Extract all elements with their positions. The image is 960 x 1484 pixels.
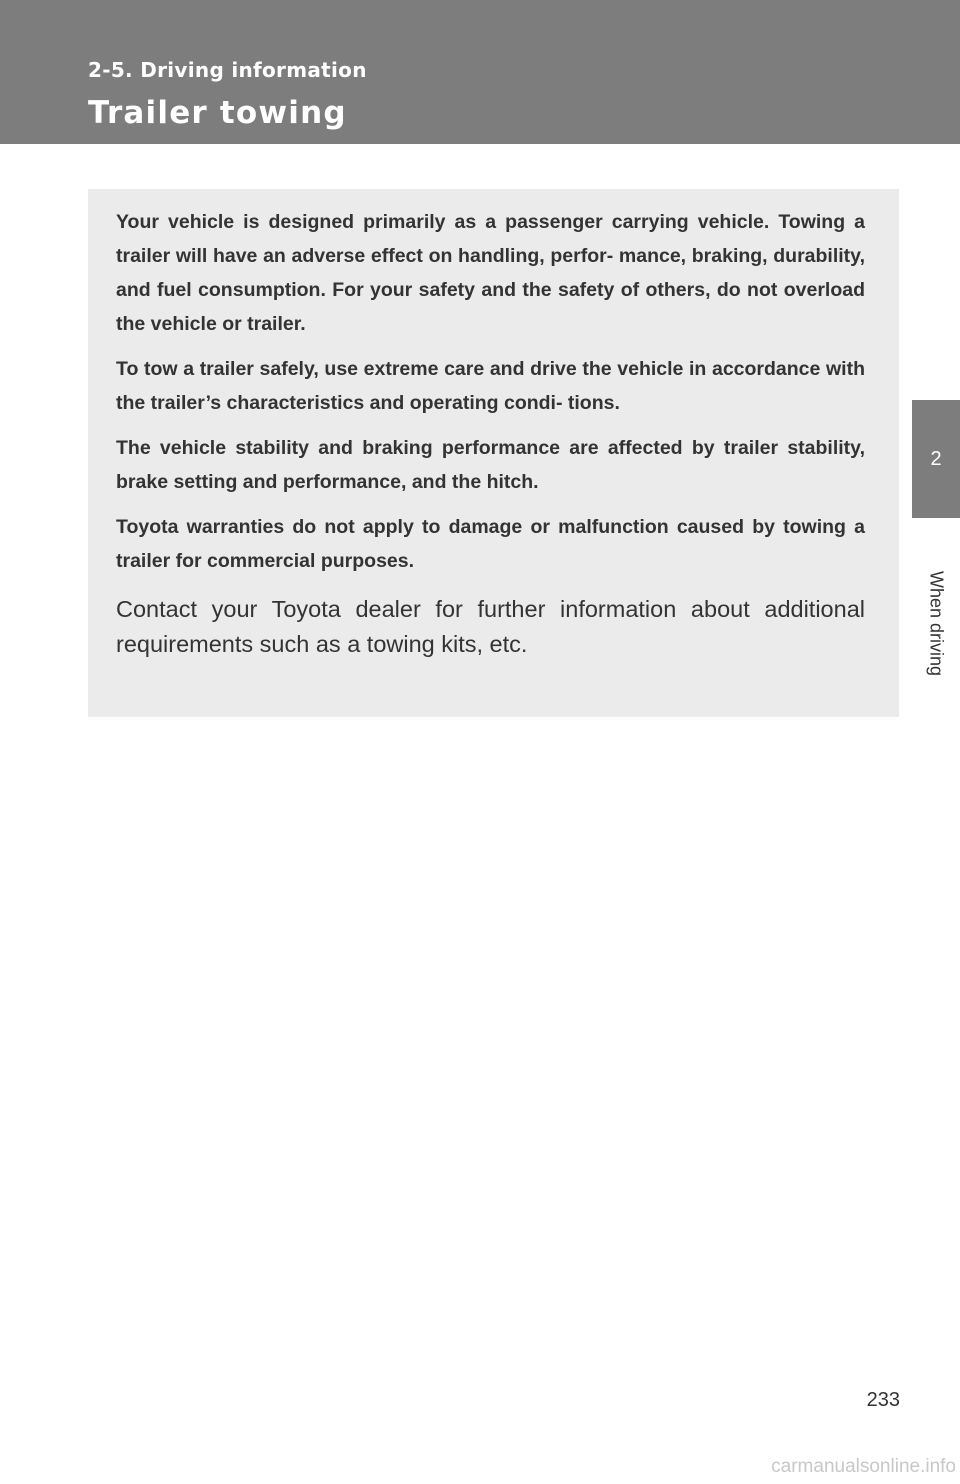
chapter-tab-label [912,518,960,730]
intro-paragraph: The vehicle stability and braking performance are affected by trailer stability, brake setting and performance, and the hitch. [116,437,865,493]
chapter-tab-label-text: When driving [926,571,947,677]
contact-paragraph: Contact your Toyota dealer for further information about additional requirements such as a towing kits, etc. [116,596,865,657]
page-title: Trailer towing [88,95,347,131]
chapter-tab-number[interactable]: 2 [912,400,960,518]
section-label: 2-5. Driving information [88,58,367,82]
info-box [88,189,899,717]
page-number: 233 [866,1389,900,1411]
intro-paragraph: Toyota warranties do not apply to damage or malfunction caused by towing a trailer for commercial purposes. [116,516,865,572]
intro-paragraph: To tow a trailer safely, use extreme care and drive the vehicle in accordance with the trailer’s characteristics and operating condi- tions. [116,358,865,414]
watermark: carmanualsonline.info [771,1456,956,1477]
intro-paragraph: Your vehicle is designed primarily as a passenger carrying vehicle. Towing a trailer will have an adverse effect on handling, perfor- mance, braking, durability, and fuel consumption. For your safety and the safety of others, do not overload the vehicle or trailer. [116,211,865,335]
